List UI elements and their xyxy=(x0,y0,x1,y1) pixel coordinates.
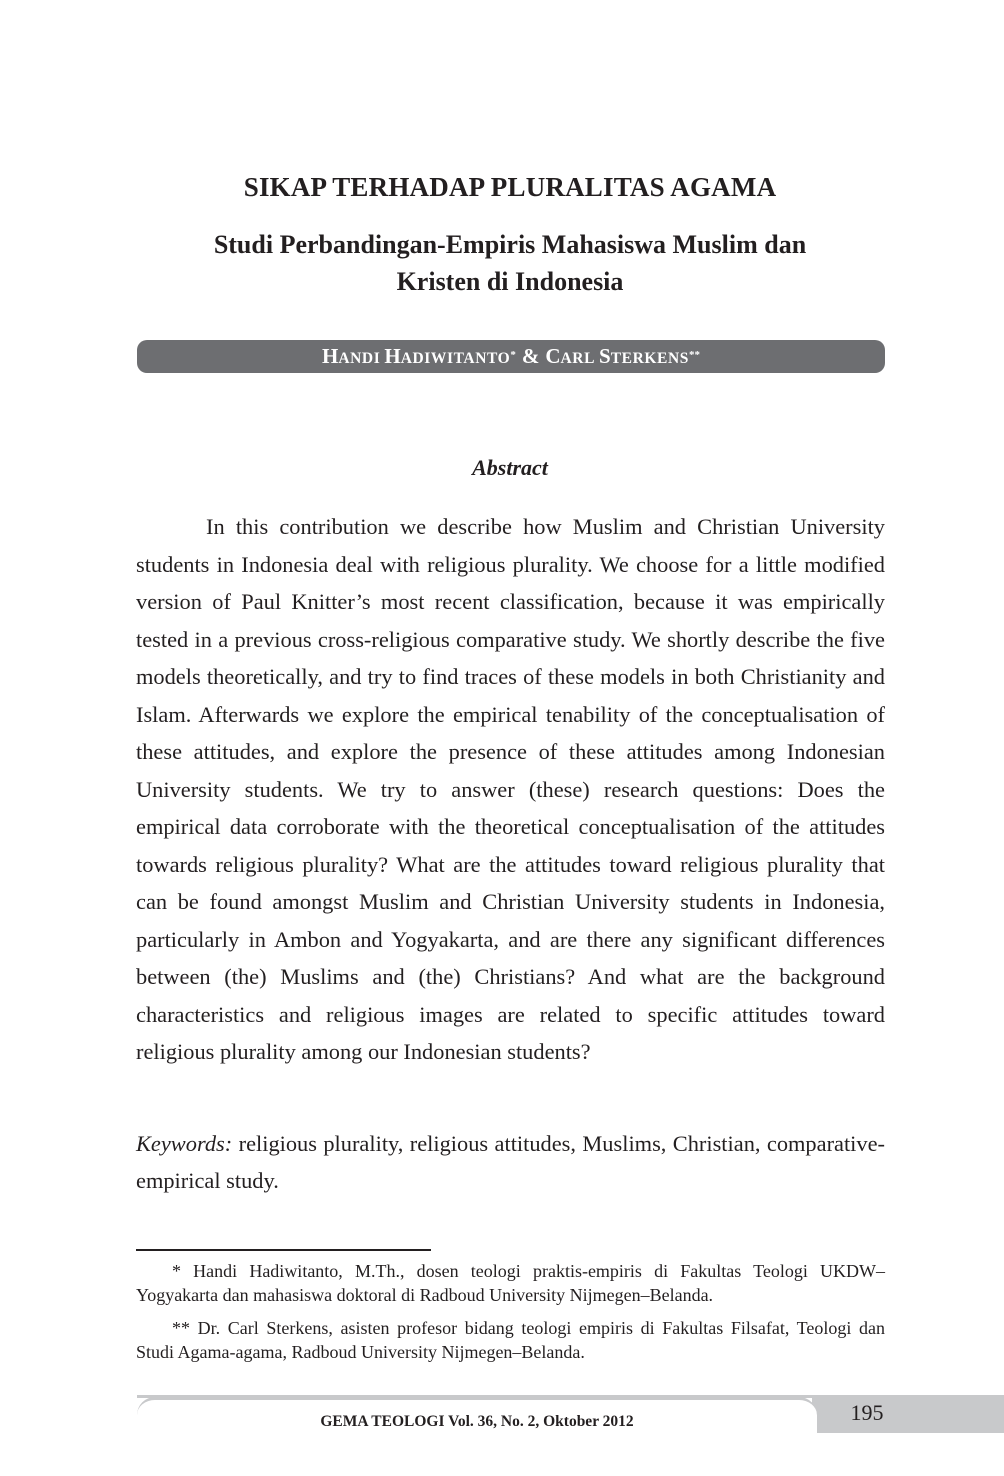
abstract-heading: Abstract xyxy=(472,455,548,480)
footnote-mark-1: * xyxy=(510,349,516,361)
author-1: HANDI HADIWITANTO* xyxy=(321,344,516,368)
footnote-2: ** Dr. Carl Sterkens, asisten profesor bidang teologi empiris di Fakultas Filsafat, Teologi dan Studi Agama-agama, Radboud University Nijmegen–Belanda. xyxy=(136,1318,885,1362)
article-title: SIKAP TERHADAP PLURALITAS AGAMA xyxy=(243,172,777,202)
abstract-body: In this contribution we describe how Muslim and Christian University students in Indonesia deal with religious plurality. We choose for a little modified version of Paul Knitter’s most recent classification, because it was empirically tested in a previous cross-religious comparative study. We shortly describe the five models theoretically, and try to find traces of these models in both Christianity and Islam. Afterwards we explore the empirical tenability of the conceptualisation of these attitudes, and explore the presence of these attitudes among Indonesian University students. We try to answer (these) research questions: Does the empirical data corroborate with the theoretical conceptualisation of the attitudes towards religious plurality? What are the attitudes toward religious plurality that can be found amongst Muslim and Christian University students in Indonesia, particularly in Ambon and Yogyakarta, and are there any significant differences between (the) Muslims and (the) Christians? And what are the background characteristics and religious images are related to specific attitudes toward religious plurality among our Indonesian students? xyxy=(136,514,885,1064)
footnote-1: * Handi Hadiwitanto, M.Th., dosen teologi praktis-empiris di Fakultas Teologi UKDW–Yogyakarta dan mahasiswa doktoral di Radboud University Nijmegen–Belanda. xyxy=(136,1261,885,1305)
keywords xyxy=(136,1125,885,1199)
keywords-list: religious plurality, religious attitudes, Muslims, Christian, comparative-empirical study. xyxy=(136,1131,885,1193)
article-subtitle xyxy=(160,226,860,300)
footnote-divider xyxy=(136,1249,431,1251)
author-banner xyxy=(137,340,885,373)
author-2: CARL STERKENS** xyxy=(545,344,701,368)
page-number: 195 xyxy=(850,1400,884,1425)
keywords-label: Keywords: xyxy=(136,1131,233,1156)
journal-citation: GEMA TEOLOGI Vol. 36, No. 2, Oktober 2012 xyxy=(320,1413,634,1430)
author-separator: & xyxy=(521,344,540,368)
subtitle-line-1: Studi Perbandingan-Empiris Mahasiswa Muslim dan xyxy=(213,230,807,259)
footnote-mark-2: ** xyxy=(689,349,701,361)
subtitle-line-2: Kristen di Indonesia xyxy=(396,267,624,296)
